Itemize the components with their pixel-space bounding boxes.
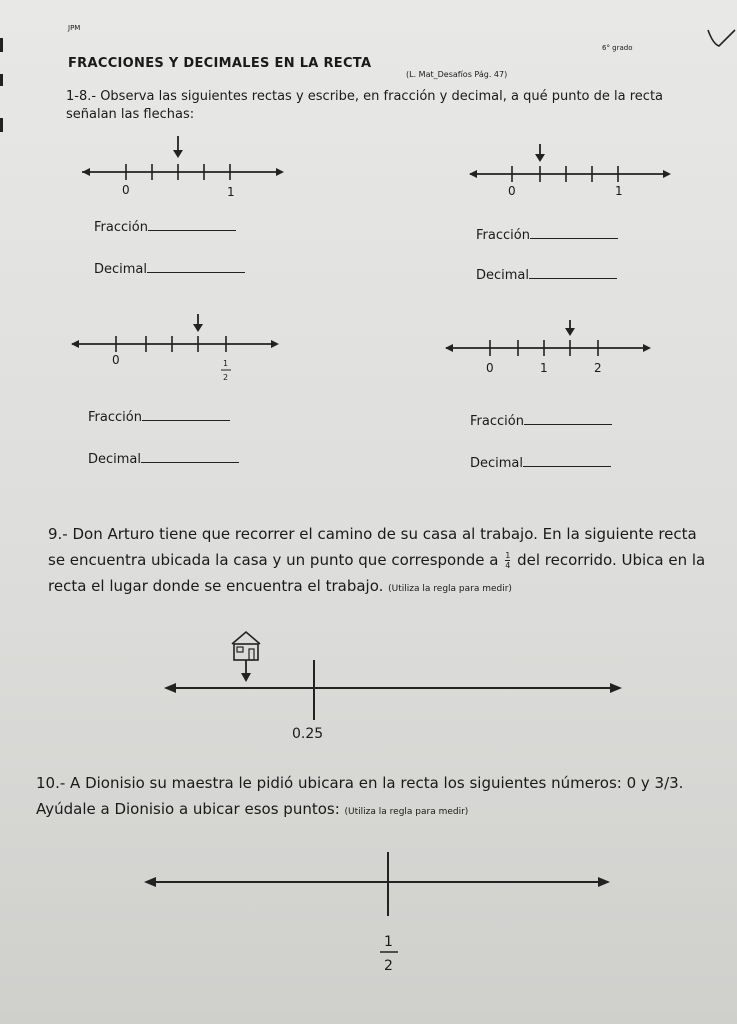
decimal-label: Decimal bbox=[88, 452, 142, 467]
fraction-numerator: 1 bbox=[505, 551, 511, 560]
page-edge-mark bbox=[0, 38, 3, 52]
answer-blank[interactable] bbox=[147, 260, 245, 273]
tick-label: 1 bbox=[227, 185, 235, 199]
answer-blank[interactable] bbox=[524, 412, 612, 425]
fraction-label: Fracción bbox=[470, 414, 524, 429]
number-line-4 bbox=[442, 316, 656, 380]
axis-arrow-right bbox=[610, 683, 622, 693]
tick-label: 0 bbox=[122, 183, 130, 197]
tick-label: 0 bbox=[508, 184, 516, 198]
axis-arrow-right bbox=[276, 168, 284, 176]
q10-note: (Utiliza la regla para medir) bbox=[344, 807, 469, 817]
fraction-numerator: 1 bbox=[223, 359, 229, 368]
axis-arrow-right bbox=[271, 340, 279, 348]
decimal-label: Decimal bbox=[470, 456, 524, 471]
instruction-1-8: 1-8.- Observa las siguientes rectas y escribe, en fracción y decimal, a qué punto de la recta señalan las flechas: bbox=[66, 89, 664, 122]
check-mark-icon bbox=[705, 26, 737, 52]
point-label: 0.25 bbox=[292, 726, 324, 742]
number-line-9[interactable] bbox=[160, 626, 630, 748]
decimal-label: Decimal bbox=[476, 268, 530, 283]
number-line-1 bbox=[78, 134, 288, 202]
answer-blank[interactable] bbox=[523, 454, 611, 467]
axis-arrow-right bbox=[598, 877, 610, 887]
decimal-answer-4[interactable] bbox=[470, 454, 611, 471]
decimal-label: Decimal bbox=[94, 262, 148, 277]
tick-label: 1 bbox=[540, 361, 548, 375]
fraction-answer-1[interactable] bbox=[94, 218, 236, 235]
q9-note: (Utiliza la regla para medir) bbox=[388, 584, 512, 594]
pointer-arrowhead bbox=[193, 324, 203, 332]
fraction-label: Fracción bbox=[94, 220, 148, 235]
tick-label: 0 bbox=[486, 361, 494, 375]
fraction-denominator: 2 bbox=[384, 958, 393, 974]
axis-arrow-right bbox=[663, 170, 671, 178]
tick-label: 2 bbox=[594, 361, 602, 375]
axis-arrow-left bbox=[445, 344, 453, 352]
fraction-label: Fracción bbox=[476, 228, 530, 243]
axis-arrow-left bbox=[164, 683, 176, 693]
fraction-numerator: 1 bbox=[384, 934, 393, 950]
number-line-10[interactable] bbox=[140, 848, 616, 978]
answer-blank[interactable] bbox=[529, 266, 617, 279]
house-pointer-arrowhead bbox=[241, 673, 251, 682]
grade-label: 6° grado bbox=[602, 44, 633, 52]
number-line-3 bbox=[68, 310, 284, 386]
answer-blank[interactable] bbox=[530, 226, 618, 239]
page-title: FRACCIONES Y DECIMALES EN LA RECTA bbox=[68, 56, 372, 71]
pointer-arrowhead bbox=[173, 150, 183, 158]
answer-blank[interactable] bbox=[142, 408, 230, 421]
decimal-answer-2[interactable] bbox=[476, 266, 617, 283]
question-9-text bbox=[48, 521, 708, 602]
tick-label: 1 bbox=[615, 184, 623, 198]
decimal-answer-3[interactable] bbox=[88, 450, 239, 467]
q10-text: 10.- A Dionisio su maestra le pidió ubicara en la recta los siguientes números: 0 y 3/3. Ayúdale a Dionisio a ubicar esos puntos: bbox=[36, 774, 684, 818]
axis-arrow-left bbox=[469, 170, 477, 178]
fraction-answer-2[interactable] bbox=[476, 226, 618, 243]
axis-arrow-left bbox=[82, 168, 90, 176]
question-10-text bbox=[36, 770, 706, 825]
fraction-answer-3[interactable] bbox=[88, 408, 230, 425]
axis-arrow-left bbox=[144, 877, 156, 887]
fraction-denominator: 2 bbox=[223, 373, 229, 382]
reference-label: (L. Mat_Desafíos Pág. 47) bbox=[406, 70, 508, 79]
q9-text-after: del recorrido. Ubica en la recta el lugar donde se encuentra el trabajo. bbox=[48, 551, 706, 595]
decimal-answer-1[interactable] bbox=[94, 260, 245, 277]
q9-fraction bbox=[505, 551, 510, 570]
page-edge-mark bbox=[0, 118, 3, 132]
fraction-denominator: 4 bbox=[505, 561, 511, 570]
pointer-arrowhead bbox=[565, 328, 575, 336]
q9-text-before: 9.- Don Arturo tiene que recorrer el camino de su casa al trabajo. En la siguiente recta se encuentra ubicada la casa y un punto que corresponde a bbox=[48, 525, 697, 569]
fraction-label: Fracción bbox=[88, 410, 142, 425]
axis-arrow-right bbox=[643, 344, 651, 352]
number-line-2 bbox=[466, 140, 676, 206]
initials: JPM bbox=[68, 24, 81, 32]
fraction-answer-4[interactable] bbox=[470, 412, 612, 429]
axis-arrow-left bbox=[71, 340, 79, 348]
page-edge-mark bbox=[0, 74, 3, 86]
house-icon bbox=[232, 632, 260, 660]
pointer-arrowhead bbox=[535, 154, 545, 162]
tick-label: 0 bbox=[112, 353, 120, 367]
answer-blank[interactable] bbox=[148, 218, 236, 231]
answer-blank[interactable] bbox=[141, 450, 239, 463]
